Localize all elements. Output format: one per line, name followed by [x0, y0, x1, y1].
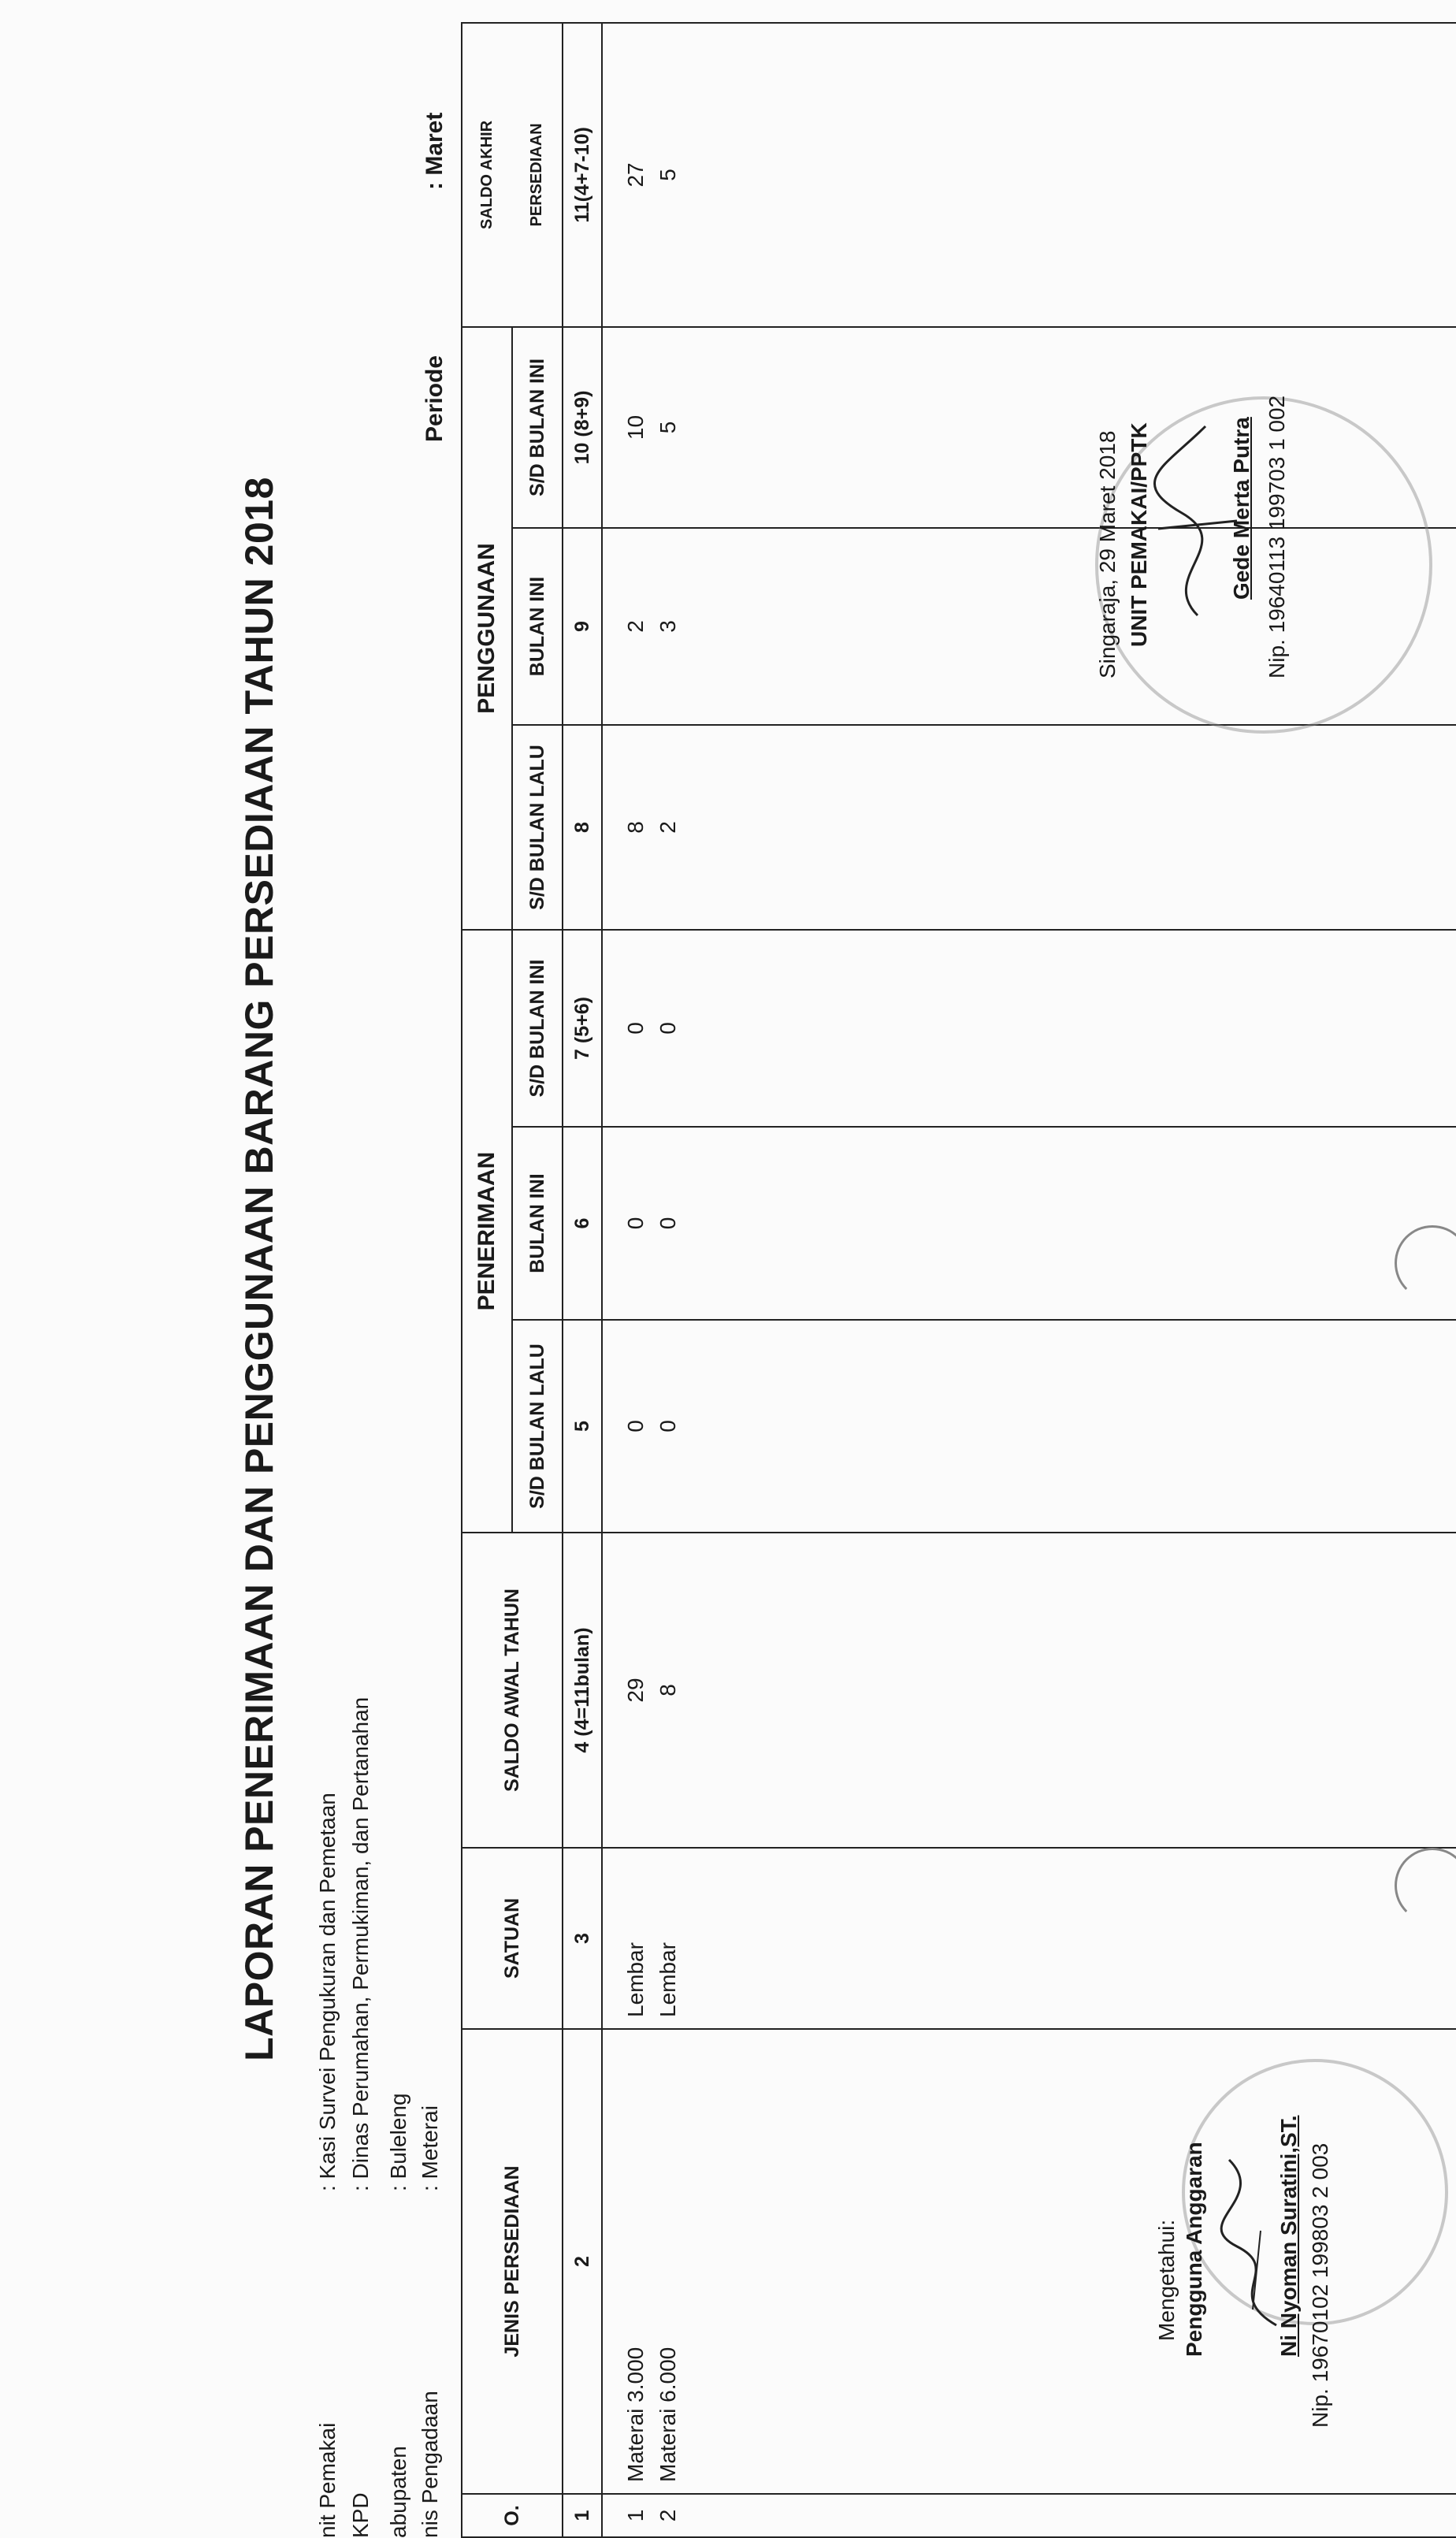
cell-pen-bulan-ini: 0	[656, 1127, 1456, 1320]
cell-pen-sd-bulan-lalu: 0	[602, 1320, 656, 1533]
cell-saldo-akhir: 5	[656, 23, 1456, 327]
signature-right-nip: Nip. 19640113 199703 1 002	[1265, 395, 1289, 678]
cell-peng-sd-bulan-ini: 10	[602, 327, 656, 528]
field-label-kabupaten: abupaten	[386, 2446, 410, 2538]
colnum-3: 3	[563, 1848, 602, 2029]
header-penggunaan: PENGGUNAAN	[462, 327, 512, 930]
cell-peng-sd-bulan-ini: 5	[656, 327, 1456, 528]
cell-peng-sd-bulan-lalu: 2	[656, 725, 1456, 930]
signature-right-name: Gede Merta Putra	[1229, 417, 1254, 600]
signature-right-role: UNIT PEMAKAI/PPTK	[1127, 422, 1151, 647]
field-label-unit-pemakai: nit Pemakai	[315, 2422, 340, 2538]
header-satuan: SATUAN	[462, 1848, 563, 2029]
cell-peng-bulan-ini: 3	[656, 528, 1456, 725]
cell-no: 1	[602, 2494, 656, 2537]
signature-left-nip: Nip. 19670102 199803 2 003	[1308, 2142, 1332, 2428]
header-peng-sd-bulan-ini: S/D BULAN INI	[512, 327, 563, 528]
cell-no: 2	[656, 2494, 1456, 2537]
header-pen-sd-bulan-ini: S/D BULAN INI	[512, 930, 563, 1127]
colnum-11: 11(4+7-10)	[563, 23, 602, 327]
field-label-jenis-pengadaan: nis Pengadaan	[418, 2391, 442, 2538]
header-saldo-akhir: SALDO AKHIR	[462, 23, 512, 327]
signature-left-line1: Mengetahui:	[1154, 2219, 1179, 2341]
colnum-4: 4 (4=11bulan)	[563, 1533, 602, 1848]
header-peng-bulan-ini: BULAN INI	[512, 528, 563, 725]
colnum-2: 2	[563, 2029, 602, 2494]
field-value-jenis-pengadaan: : Meterai	[418, 2105, 442, 2191]
header-jenis-persediaan: JENIS PERSEDIAAN	[462, 2029, 563, 2494]
cell-peng-bulan-ini: 2	[602, 528, 656, 725]
field-value-kabupaten: : Buleleng	[386, 2093, 410, 2191]
field-value-unit-pemakai: : Kasi Survei Pengukuran dan Pemetaan	[315, 1793, 340, 2191]
colnum-5: 5	[563, 1320, 602, 1533]
field-value-skpd: : Dinas Perumahan, Permukiman, dan Pertanahan	[348, 1696, 373, 2191]
period-value: : Maret	[422, 112, 448, 190]
header-pen-bulan-ini: BULAN INI	[512, 1127, 563, 1320]
cell-pen-sd-bulan-lalu: 0	[656, 1320, 1456, 1533]
cell-satuan: Lembar	[656, 1848, 1456, 2029]
colnum-6: 6	[563, 1127, 602, 1320]
signature-left-name: Ni Nyoman Suratini,ST.	[1276, 2115, 1301, 2357]
signature-left-role: Pengguna Anggaran	[1182, 2142, 1206, 2357]
period-label: Periode	[422, 355, 448, 442]
colnum-8: 8	[563, 725, 602, 930]
cell-saldo-awal: 29	[602, 1533, 656, 1848]
handwritten-signature-left	[1205, 2136, 1292, 2341]
cell-satuan: Lembar	[602, 1848, 656, 2029]
header-peng-sd-bulan-lalu: S/D BULAN LALU	[512, 725, 563, 930]
signature-right-date: Singaraja, 29 Maret 2018	[1095, 430, 1120, 678]
colnum-7: 7 (5+6)	[563, 930, 602, 1127]
header-penerimaan: PENERIMAAN	[462, 930, 512, 1533]
cell-jenis: Materai 6.000	[656, 2029, 1456, 2494]
header-saldo-awal: SALDO AWAL TAHUN	[462, 1533, 563, 1848]
colnum-1: 1	[563, 2494, 602, 2537]
cell-pen-sd-bulan-ini: 0	[656, 930, 1456, 1127]
cell-jenis: Materai 3.000	[602, 2029, 656, 2494]
report-title: LAPORAN PENERIMAAN DAN PENGGUNAAN BARANG PERSEDIAAN TAHUN 2018	[237, 477, 281, 2061]
cell-saldo-akhir: 27	[602, 23, 656, 327]
header-no: O.	[462, 2494, 563, 2537]
cell-saldo-awal: 8	[656, 1533, 1456, 1848]
cell-pen-bulan-ini: 0	[602, 1127, 656, 1320]
header-persediaan: PERSEDIAAN	[512, 23, 563, 327]
handwritten-signature-right	[1150, 418, 1245, 623]
table-row	[602, 23, 656, 2537]
cell-pen-sd-bulan-ini: 0	[602, 930, 656, 1127]
cell-peng-sd-bulan-lalu: 8	[602, 725, 656, 930]
colnum-10: 10 (8+9)	[563, 327, 602, 528]
header-pen-sd-bulan-lalu: S/D BULAN LALU	[512, 1320, 563, 1533]
field-label-skpd: KPD	[348, 2492, 373, 2538]
colnum-9: 9	[563, 528, 602, 725]
